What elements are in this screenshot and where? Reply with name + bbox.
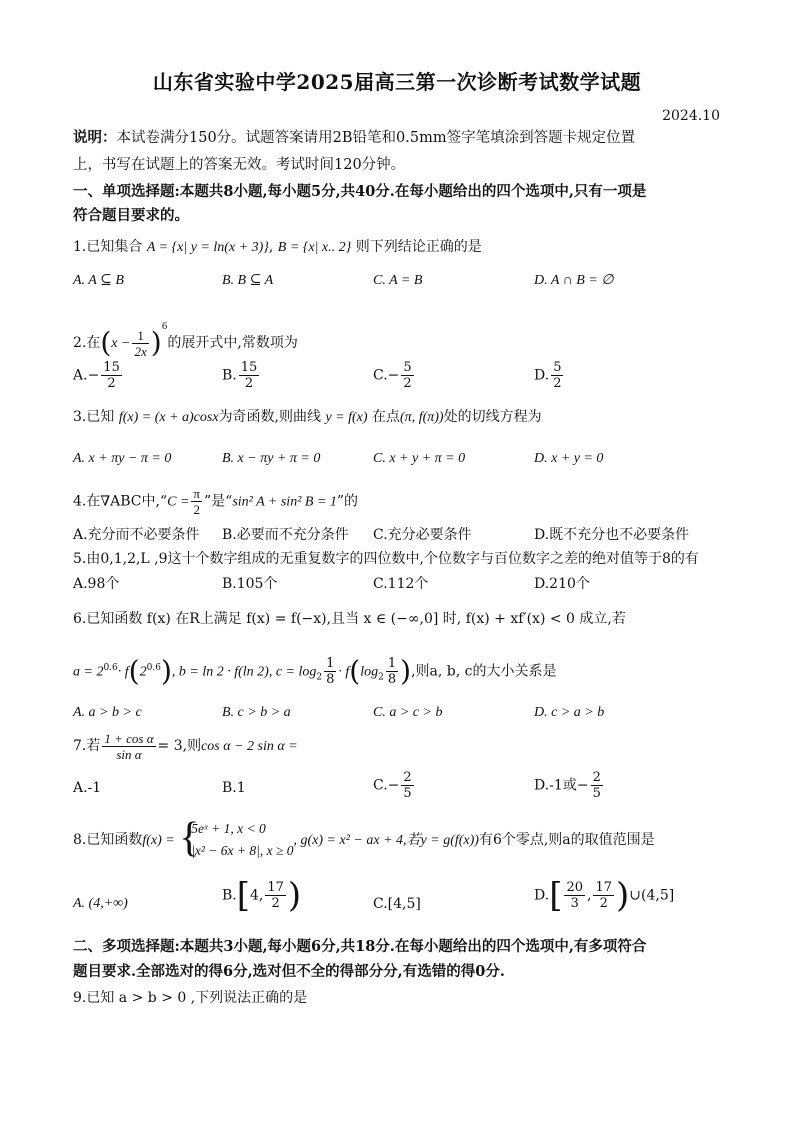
q8-fx: f(x) = [142,833,175,848]
section1-header-2: 符合题目要求的。 [73,207,189,224]
section2-header-1: 二、多项选择题:本题共3小题,每小题6分,共18分.在每小题给出的四个选项中,有多项符合 [73,938,647,955]
q4-option-b: B.必要而不充分条件 [222,527,349,543]
q4-expr: sin² A + sin² B = 1 [232,494,337,510]
q6-option-a: A. a > b > c [73,705,142,720]
q8-case-1: 5eˣ + 1, x < 0 [191,821,266,836]
q3-option-d: D. x + y = 0 [534,451,604,466]
q4-option-c: C.充分必要条件 [373,527,472,543]
q6-frac-1: $\frac{1}{8}$ [326,656,335,688]
q6-option-d: D. c > a > b [534,705,605,720]
q1-option-d: D. A ∩ B = ∅ [534,273,614,288]
q2-exponent: 6 [161,322,168,332]
q1-prefix: 1.已知集合 [73,239,143,255]
q5-option-c: C.112个 [373,576,429,592]
q7-eq: = 3,则 [157,738,202,754]
question-9-stem: 9.已知 a > b > 0 ,下列说法正确的是 [73,990,308,1006]
q4-c-eq: C = [167,494,190,510]
q6-option-b: B. c > b > a [222,705,291,720]
q5-option-b: B.105个 [222,576,278,592]
q3-prefix: 3.已知 [73,409,115,425]
q2-suffix: 的展开式中,常数项为 [167,335,298,351]
q6-option-c: C. a > c > b [373,705,443,720]
q7-option-d: D.-1或− $\frac{2}{5}$ [534,770,601,801]
question-6-line-2: $a = 2^{0.6}\cdot f(2^{0.6})$, b = ln 2 · f(ln 2), $c = \log_2$ $\frac{1}{8}$ · $f(\log_2$ $\frac{1}{8}$ ),则a, b, c的大小关系是 [73,654,557,688]
q1-option-b: B. B ⊆ A [222,273,274,288]
q2-option-a: A.− $\frac{15}{2}$ [73,360,120,391]
q3-mid2: 在点 [372,409,401,425]
q3-point: (π, f(π)) [400,410,444,425]
q5-option-a: A.98个 [73,576,120,592]
q2-option-b: B. $\frac{15}{2}$ [222,360,258,391]
q4-mid: ”是“ [204,493,233,510]
instructions-line-1 [73,128,723,148]
q6-log-base: 2 [316,672,323,683]
q6-f2: · f [338,664,350,680]
question-7-stem [73,730,723,763]
question-1-stem: 1.已知集合 A = {x| y = ln(x + 3)}, B = {x| x.. 2} 则下列结论正确的是 [73,239,482,255]
question-2-stem: 2.在(x − $\frac{1}{2x}$ )$^6$的展开式中,常数项为 [73,322,298,359]
question-3-stem [73,407,723,428]
q1-set-a: A = {x| y = ln(x + 3)} [146,240,269,255]
q6-f: · f [117,664,129,680]
instructions-text-1: 本试卷满分150分。试题答案请用2B铅笔和0.5mm签字笔填涂到答题卡规定位置 [116,130,636,146]
q2-option-c: C.− $\frac{5}{2}$ [373,360,412,391]
question-4-stem [73,486,723,518]
q5-option-d: D.210个 [534,576,590,592]
question-8-stem [73,815,723,863]
q8-y-def: y = g(f(x)) [420,833,479,848]
question-5-stem: 5.由0,1,2,L ,9这十个数字组成的无重复数字的四位数中,个位数字与百位数字之差的绝对值等于8的有 [73,551,699,567]
q8-option-a: A. (4,+∞) [73,896,128,911]
q8-suffix: 有6个零点,则a的取值范围是 [478,832,655,848]
q6-a-exp: 0.6 [103,663,118,673]
q3-option-a: A. x + πy − π = 0 [73,451,172,466]
instructions-label: 说明： [73,129,117,146]
q8-option-d: D.[ $\frac{20}{3}$ , $\frac{17}{2}$ )∪(4,5] [534,875,675,916]
q1-suffix: 则下列结论正确的是 [355,239,482,255]
section2-header-2: 题目要求.全部选对的得6分,选对但不全的得部分分,有选错的得0分. [73,963,505,980]
q3-function: f(x) = (x + a)cosx [118,410,219,425]
q8-case-2: |x² − 6x + 8|, x ≥ 0 [191,843,294,858]
exam-title: 山东省实验中学2025届高三第一次诊断考试数学试题 [152,70,642,94]
q2-option-d: D. $\frac{5}{2}$ [534,360,562,391]
q8-option-c: C.[4,5] [373,896,421,912]
q6-log-base-2: 2 [378,672,384,683]
q3-suffix: 处的切线方程为 [443,409,542,425]
q7-option-b: B.1 [222,780,246,796]
q6-b: , b = ln 2 · f(ln 2), c = log [171,664,317,680]
q6-a: a = 2 [73,664,104,680]
q7-option-a: A.-1 [73,780,102,796]
instructions-line-2: 上，书写在试题上的答案无效。考试时间120分钟。 [73,157,406,173]
q7-fraction: $\frac{\text{1 + cos α}}{\text{sin α}}$ [104,730,154,762]
q6-suffix: ,则a, b, c的大小关系是 [411,663,557,680]
q3-mid: 为奇函数,则曲线 [218,409,322,425]
q6-a-exp-inner: 0.6 [146,663,161,673]
q4-prefix: 4.在∇ABC中,“ [73,493,168,510]
q7-option-c: C.− $\frac{2}{5}$ [373,770,412,801]
q7-prefix: 7.若 [73,738,101,754]
exam-date: 2024.10 [662,108,720,124]
q1-set-b: B = {x| x.. 2} [277,240,352,255]
q3-option-c: C. x + y + π = 0 [373,451,466,466]
q8-piecewise: { 5eˣ + 1, x < 0 |x² − 6x + 8|, x ≥ 0 [179,815,294,861]
q1-option-a: A. A ⊆ B [73,273,124,288]
q4-option-d: D.既不充分也不必要条件 [534,527,690,543]
q3-option-b: B. x − πy + π = 0 [222,451,321,466]
q4-suffix: ”的 [336,493,359,510]
q4-pi-fraction: $\frac{\pi}{2}$ [193,486,200,517]
q8-option-b: B.[4, $\frac{17}{2}$ ) [222,875,302,916]
q8-prefix: 8.已知函数 [73,832,143,848]
q7-expr: cos α − 2 sin α = [201,739,298,754]
q2-fraction: $\frac{1}{2x}$ [134,327,147,359]
section1-header-1: 一、单项选择题:本题共8小题,每小题5分,共40分.在每小题给出的四个选项中,只有一项是 [73,183,647,200]
q6-frac-2: $\frac{1}{8}$ [387,656,397,688]
question-6-line-1: 6.已知函数 f(x) 在R上满足 f(x) = f(−x),且当 x ∈ (−∞,0] 时, f(x) + xf′(x) < 0 成立,若 [73,611,626,627]
q3-curve: y = f(x) [325,410,368,425]
q1-option-c: C. A = B [373,273,423,288]
q8-g-def: , g(x) = x² − ax + 4,若 [293,833,421,848]
q4-option-a: A.充分而不必要条件 [73,527,200,543]
q2-expr-x: x − [111,336,131,351]
q2-prefix: 2.在 [73,335,101,351]
